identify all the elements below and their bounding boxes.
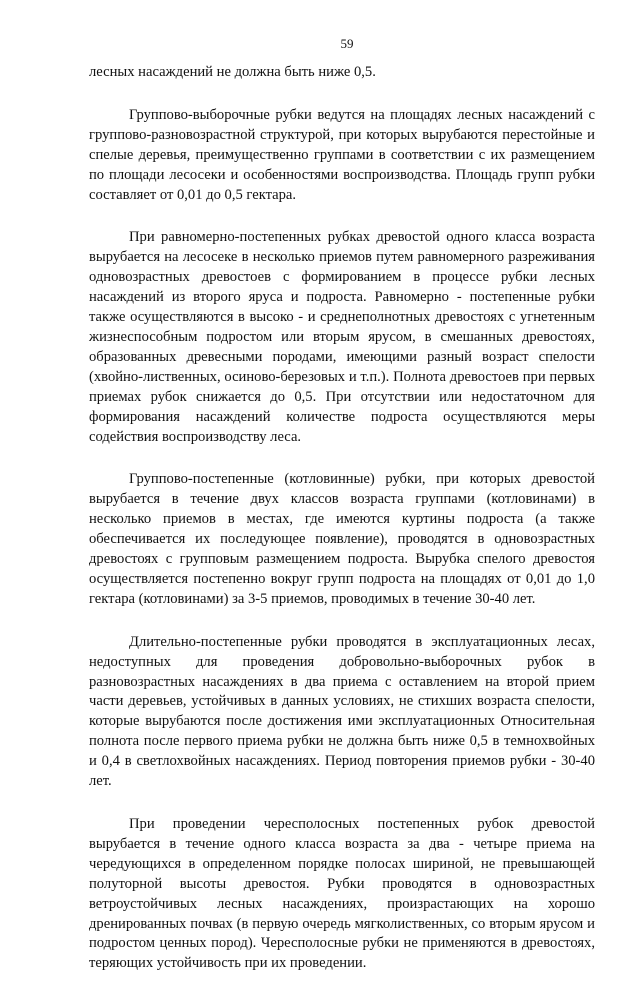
- paragraph-group-selective-cutting: Группово-выборочные рубки ведутся на площадях лесных насаждений с группово-разновозрастной структурой, при которых вырубаются перестойные и спелые деревья, преимущественно группами в соответствии с их размещением по площади лесосеки и особенностями воспроизводства. Площадь групп рубки составляет от 0,01 до 0,5 гектара.: [89, 106, 595, 203]
- page-number: 59: [340, 36, 354, 51]
- paragraph-extended-shelterwood-cutting: Длительно-постепенные рубки проводятся в эксплуатационных лесах, недоступных для проведения добровольно-выборочных рубок в разновозрастных насаждениях в два приема с оставлением на второй прием части деревьев, устойчивых в данных условиях, не стихших возраста спелости, которые вырубаются после достижения ими эксплуатационных Относительная полнота после первого приема рубки не должна быть ниже 0,5 в темнохвойных и 0,4 в светлохвойных насаждениях. Период повторения приемов рубки - 30-40 лет.: [89, 633, 595, 790]
- paragraph-strip-shelterwood-cutting: При проведении чересполосных постепенных рубок древостой вырубается в течение одного класса возраста за два - четыре приема на чередующихся в определенном порядке полосах шириной, не превышающей полуторной высоты древостоя. Рубки проводятся в одновозрастных ветроустойчивых лесных насаждениях, произрастающих на хорошо дренированных почвах (в первую очередь мягколиственных, со вторым ярусом и подростом ценных пород). Чересполосные рубки не применяются в древостоях, теряющих устойчивость при их проведении.: [89, 816, 595, 972]
- paragraph-continuation: лесных насаждений не должна быть ниже 0,5.: [89, 64, 376, 80]
- paragraph-group-shelterwood-cutting: Группово-постепенные (котловинные) рубки, при которых древостой вырубается в течение двух классов возраста группами (котловинами) в несколько приемов в местах, где имеются куртины подроста (а также обеспечивается их последующее появление), проводятся в одновозрастных древостоях с групповым размещением подроста. Вырубка спелого древостоя осуществляется постепенно вокруг групп подроста на площадях от 0,01 до 1,0 гектара (котловинами) за 3-5 приемов, проводимых в течение 30-40 лет.: [89, 471, 595, 607]
- paragraph-uniform-shelterwood-cutting: При равномерно-постепенных рубках древостой одного класса возраста вырубается на лесосеке в несколько приемов путем равномерного разреживания одновозрастных древостоев с формированием в процессе рубки лесных насаждений из второго яруса и подроста. Равномерно - постепенные рубки также осуществляются в высоко - и среднеполнотных древостоях с угнетенным жизнеспособным подростом или вторым ярусом, в смешанных древостоях, образованных древесными породами, имеющими разный возраст спелости (хвойно-лиственных, осиново-березовых и т.п.). Полнота древостоев при первых приемах рубок снижается до 0,5. При отсутствии или недостаточном для формирования насаждений количестве подроста осуществляются меры содействия воспроизводству леса.: [89, 229, 595, 445]
- document-page: [89, 36, 595, 997]
